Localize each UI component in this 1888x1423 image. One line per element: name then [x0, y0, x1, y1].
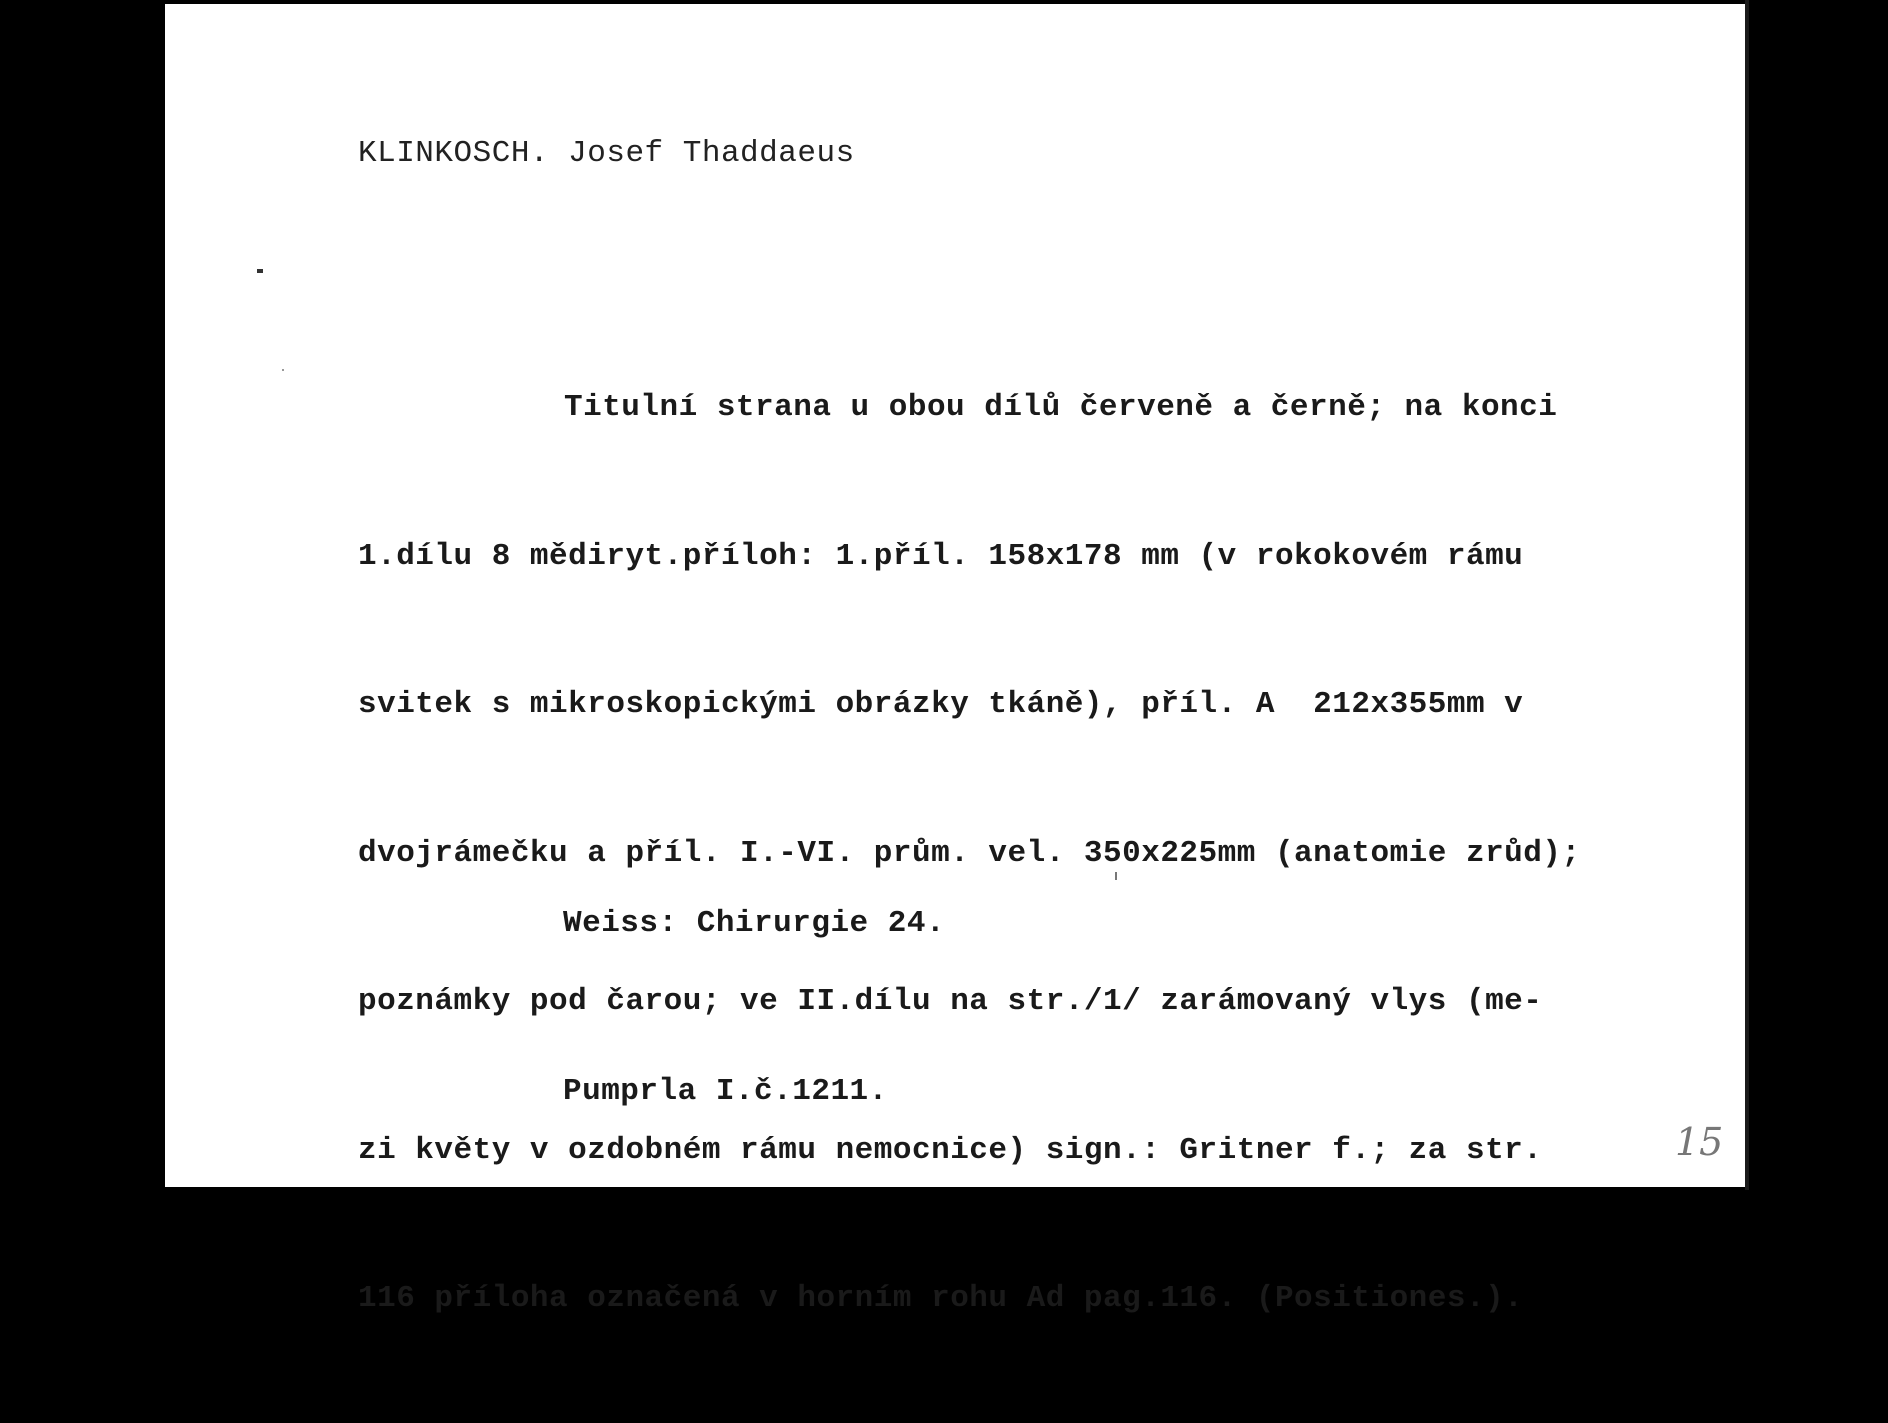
- film-edge: [1745, 0, 1888, 1190]
- description-line: Titulní strana u obou dílů červeně a černě; na konci: [564, 390, 1558, 425]
- scan-speck: [1115, 872, 1117, 880]
- scan-speck: [257, 269, 263, 273]
- film-edge-line: [1745, 0, 1749, 1190]
- card-references: [563, 784, 945, 1232]
- description-line: 116 příloha označená v horním rohu Ad pag.116. (Positiones.).: [358, 1281, 1524, 1316]
- reference-line: Weiss: Chirurgie 24.: [563, 906, 946, 941]
- card-heading: KLINKOSCH. Josef Thaddaeus: [358, 136, 855, 171]
- card-description: [358, 284, 1581, 1423]
- page-number: 15: [1675, 1120, 1724, 1164]
- description-line: svitek s mikroskopickými obrázky tkáně), příl. A 212x355mm v: [358, 687, 1524, 722]
- scan-speck: [282, 369, 284, 371]
- description-line: dvojrámečku a příl. I.-VI. prům. vel. 350x225mm (anatomie zrůd);: [358, 835, 1581, 871]
- description-line: 1.dílu 8 mědiryt.příloh: 1.příl. 158x178 mm (v rokokovém rámu: [358, 538, 1524, 574]
- reference-line: Pumprla I.č.1211.: [563, 1074, 888, 1109]
- description-line: poznámky pod čarou; ve II.dílu na str./1/ zarámovaný vlys (me-: [358, 984, 1543, 1019]
- description-line: zi květy v ozdobném rámu nemocnice) sign.: Gritner f.; za str.: [358, 1132, 1543, 1168]
- catalog-card: [165, 4, 1745, 1316]
